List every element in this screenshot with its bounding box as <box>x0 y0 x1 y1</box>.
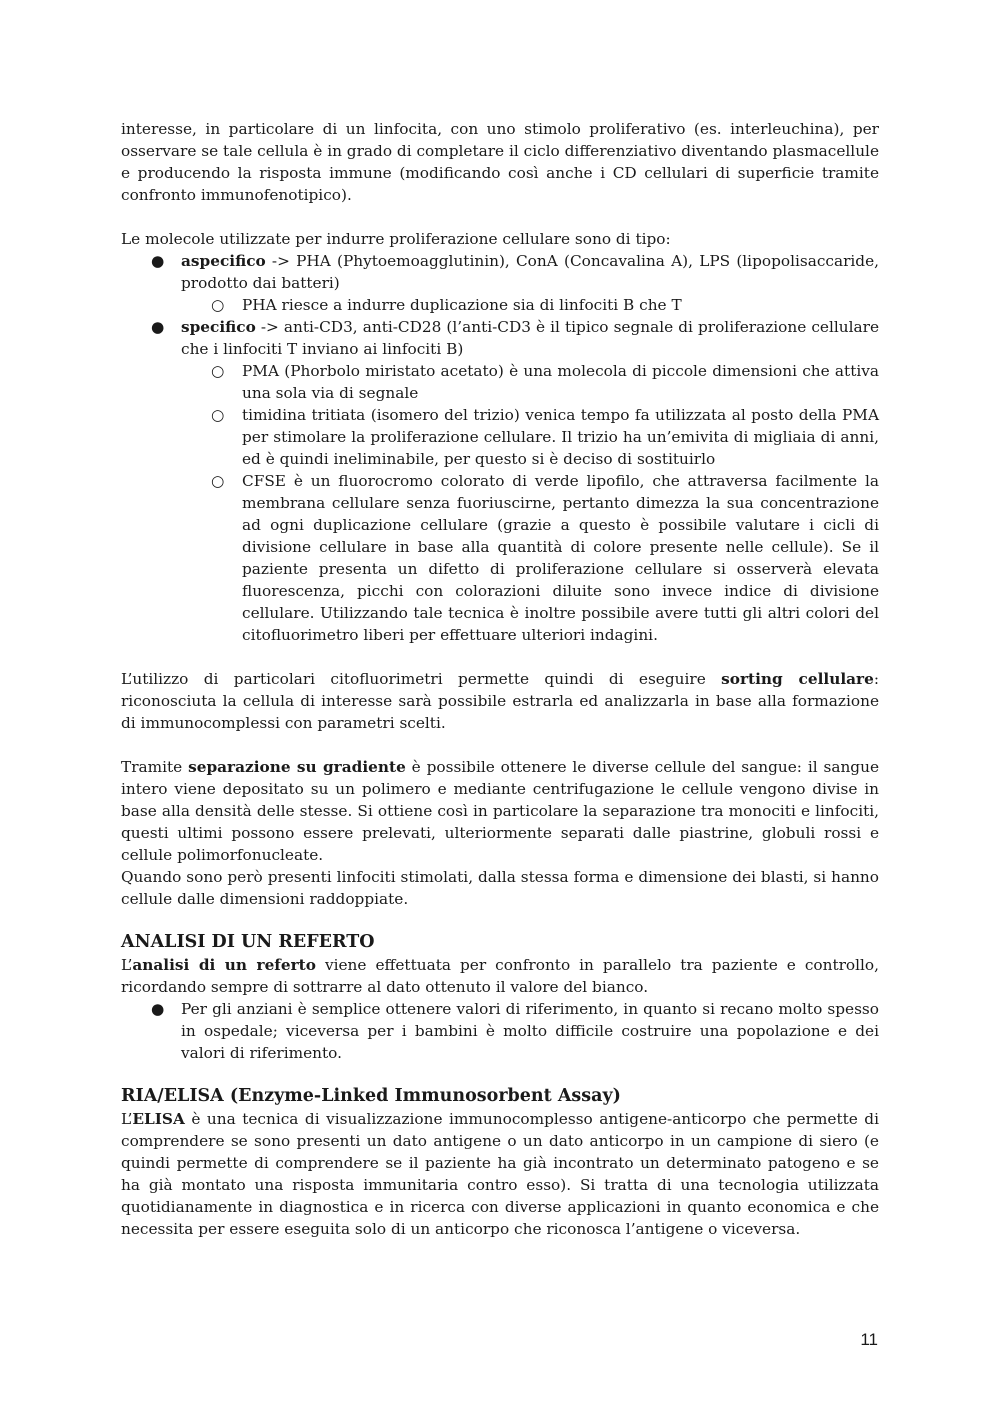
term-gradient: separazione su gradiente <box>188 758 406 776</box>
list-subitem-cfse <box>121 470 879 646</box>
document-page <box>121 118 879 1240</box>
bullet-icon: ● <box>151 252 165 270</box>
pha-text: PHA riesce a indurre duplicazione sia di linfociti B che T <box>242 296 682 314</box>
page-number: 11 <box>860 1330 878 1349</box>
heading-ria-elisa: RIA/ELISA (Enzyme-Linked Immunosorbent Assay) <box>121 1086 621 1106</box>
term-specifico: specifico <box>181 318 256 336</box>
sorting-pre: L’utilizzo di particolari citofluorimetri permette quindi di eseguire <box>121 670 722 688</box>
referto-post: viene effettuata per confronto in parallelo tra paziente e controllo, ricordando sempre di sottrarre al dato ottenuto il valore del bianco. <box>121 956 879 996</box>
referto-pre: L’ <box>121 956 133 974</box>
term-referto: analisi di un referto <box>132 956 316 974</box>
list-item-specifico <box>121 316 879 360</box>
cfse-text: CFSE è un fluorocromo colorato di verde lipofilo, che attraversa facilmente la membrana cellulare senza fuoriuscirne, pertanto dimezza la sua concentrazione ad ogni duplicazione cellulare (grazie a questo è possibile valutare i cicli di divisione cellulare in base alla quantità di colore presente nelle cellule). Se il paziente presenta un difetto di proliferazione cellulare si osserverà elevata fluorescenza, picchi con colorazioni diluite sono invece indice di divisione cellulare. Utilizzando tale tecnica è inoltre possibile avere tutti gli altri colori del citofluorimetro liberi per effettuare ulteriori indagini. <box>242 472 879 644</box>
gradient-post: è possibile ottenere le diverse cellule del sangue: il sangue intero viene depositato su un polimero e mediante centrifugazione le cellule vengono divise in base alla densità delle stesse. Si ottiene così in particolare la separazione tra monociti e linfociti, questi ultimi possono essere prelevati, ulteriormente separati dalle piastrine, globuli rossi e cellule polimorfonucleate. <box>121 758 879 864</box>
term-elisa: ELISA <box>132 1110 185 1128</box>
list-item-anziani <box>121 998 879 1064</box>
intro-paragraph: interesse, in particolare di un linfocita, con uno stimolo proliferativo (es. interleuchina), per osservare se tale cellula è in grado di completare il ciclo differenziativo diventando plasmacellule e producendo la risposta immune (modificando così anche i CD cellulari di superficie tramite confronto immunofenotipico). <box>121 120 879 204</box>
elisa-pre: L’ <box>121 1110 133 1128</box>
sub-bullet-icon: ○ <box>211 406 225 424</box>
pma-text: PMA (Phorbolo miristato acetato) è una molecola di piccole dimensioni che attiva una sola via di segnale <box>242 362 879 402</box>
sub-bullet-icon: ○ <box>211 296 225 314</box>
gradient-paragraph <box>121 756 879 866</box>
gradient-pre: Tramite <box>121 758 189 776</box>
gradient-second-paragraph: Quando sono però presenti linfociti stimolati, dalla stessa forma e dimensione dei blasti, si hanno cellule dalle dimensioni raddoppiate. <box>121 868 879 908</box>
referto-list <box>121 998 879 1064</box>
sub-bullet-icon: ○ <box>211 472 225 490</box>
bullet-icon: ● <box>151 318 165 336</box>
list-subitem-pma <box>121 360 879 404</box>
term-sorting: sorting cellulare <box>721 670 874 688</box>
elisa-paragraph <box>121 1108 879 1240</box>
specifico-text: -> anti-CD3, anti-CD28 (l’anti-CD3 è il tipico segnale di proliferazione cellulare che i linfociti T inviano ai linfociti B) <box>181 318 879 358</box>
aspecifico-text: -> PHA (Phytoemoagglutinin), ConA (Concavalina A), LPS (lipopolisaccaride, prodotto dai batteri) <box>181 252 879 292</box>
molecules-lead: Le molecole utilizzate per indurre proliferazione cellulare sono di tipo: <box>121 230 671 248</box>
sorting-paragraph <box>121 668 879 734</box>
timidina-text: timidina tritiata (isomero del trizio) venica tempo fa utilizzata al posto della PMA per stimolare la proliferazione cellulare. Il trizio ha un’emivita di migliaia di anni, ed è quindi ineliminabile, per questo si è deciso di sostituirlo <box>242 406 879 468</box>
list-item-aspecifico <box>121 250 879 294</box>
sub-bullet-icon: ○ <box>211 362 225 380</box>
bullet-icon: ● <box>151 1000 165 1018</box>
anziani-text: Per gli anziani è semplice ottenere valori di riferimento, in quanto si recano molto spesso in ospedale; viceversa per i bambini è molto difficile costruire una popolazione e dei valori di riferimento. <box>181 1000 879 1062</box>
term-aspecifico: aspecifico <box>181 252 266 270</box>
sorting-post: : riconosciuta la cellula di interesse sarà possibile estrarla ed analizzarla in base alla formazione di immunocomplessi con parametri scelti. <box>121 670 879 732</box>
list-subitem-pha <box>121 294 879 316</box>
list-subitem-timidina <box>121 404 879 470</box>
elisa-post: è una tecnica di visualizzazione immunocomplesso antigene-anticorpo che permette di comprendere se sono presenti un dato antigene o un dato anticorpo in un campione di siero (e quindi permette di comprendere se il paziente ha già incontrato un determinato patogeno e se ha già montato una risposta immunitaria contro esso). Si tratta di una tecnologia utilizzata quotidianamente in diagnostica e in ricerca con diverse applicazioni in quanto economica e che necessita per essere eseguita solo di un anticorpo che riconosca l’antigene o viceversa. <box>121 1110 879 1238</box>
molecules-list <box>121 250 879 646</box>
heading-analisi-referto: ANALISI DI UN REFERTO <box>121 932 375 952</box>
referto-paragraph <box>121 954 879 998</box>
